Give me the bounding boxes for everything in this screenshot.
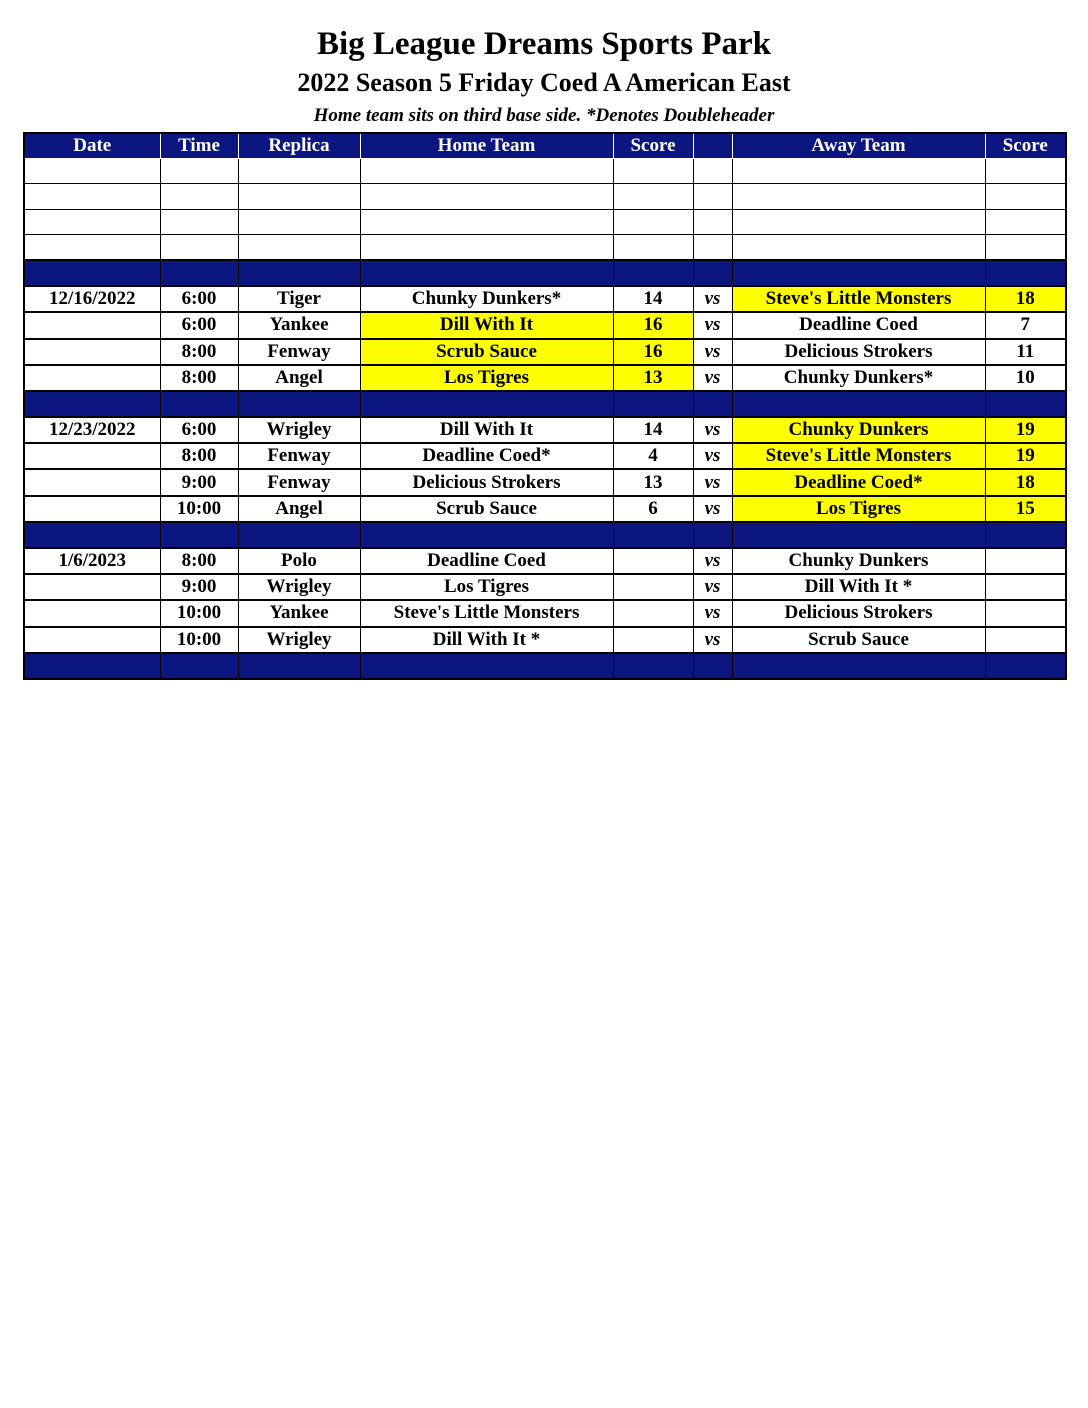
cell-replica: Yankee — [238, 600, 360, 626]
empty-cell — [160, 653, 238, 679]
cell-time: 6:00 — [160, 312, 238, 338]
empty-cell — [160, 184, 238, 209]
empty-cell — [613, 234, 693, 260]
schedule-table — [23, 132, 1067, 680]
cell-home-score: 4 — [613, 443, 693, 469]
cell-time: 8:00 — [160, 365, 238, 391]
cell-home-score: 14 — [613, 417, 693, 443]
cell-time: 6:00 — [160, 286, 238, 312]
cell-home-team: Deadline Coed — [360, 548, 613, 574]
cell-home-score — [613, 548, 693, 574]
game-row — [24, 339, 1066, 365]
section-separator-row — [24, 260, 1066, 286]
cell-date — [24, 365, 160, 391]
empty-cell — [24, 209, 160, 234]
empty-cell — [985, 184, 1066, 209]
cell-home-score: 16 — [613, 339, 693, 365]
cell-time: 10:00 — [160, 627, 238, 653]
header-home-team: Home Team — [360, 133, 613, 159]
empty-cell — [160, 260, 238, 286]
empty-cell — [24, 653, 160, 679]
cell-time: 8:00 — [160, 548, 238, 574]
cell-time: 9:00 — [160, 469, 238, 495]
cell-replica: Yankee — [238, 312, 360, 338]
blank-row — [24, 209, 1066, 234]
cell-time: 10:00 — [160, 496, 238, 522]
empty-cell — [985, 234, 1066, 260]
cell-vs: vs — [693, 365, 732, 391]
cell-replica: Angel — [238, 496, 360, 522]
cell-vs: vs — [693, 627, 732, 653]
cell-time: 8:00 — [160, 443, 238, 469]
game-row — [24, 548, 1066, 574]
empty-cell — [693, 159, 732, 184]
cell-replica: Fenway — [238, 469, 360, 495]
cell-date — [24, 339, 160, 365]
cell-vs: vs — [693, 600, 732, 626]
empty-cell — [985, 522, 1066, 548]
empty-cell — [613, 391, 693, 417]
cell-away-score: 18 — [985, 469, 1066, 495]
schedule-note: Home team sits on third base side. *Denotes Doubleheader — [313, 105, 775, 126]
empty-cell — [360, 391, 613, 417]
header-away-team: Away Team — [732, 133, 985, 159]
empty-cell — [24, 184, 160, 209]
empty-cell — [693, 209, 732, 234]
empty-cell — [693, 653, 732, 679]
empty-cell — [693, 391, 732, 417]
blank-row — [24, 234, 1066, 260]
cell-replica: Fenway — [238, 443, 360, 469]
section-separator-row — [24, 522, 1066, 548]
cell-replica: Wrigley — [238, 417, 360, 443]
cell-home-team: Scrub Sauce — [360, 339, 613, 365]
header-replica: Replica — [238, 133, 360, 159]
cell-home-score: 13 — [613, 365, 693, 391]
empty-cell — [693, 260, 732, 286]
cell-away-score: 19 — [985, 443, 1066, 469]
cell-home-team: Scrub Sauce — [360, 496, 613, 522]
cell-vs: vs — [693, 286, 732, 312]
empty-cell — [24, 522, 160, 548]
empty-cell — [693, 522, 732, 548]
empty-cell — [693, 184, 732, 209]
cell-away-team: Deadline Coed* — [732, 469, 985, 495]
cell-date — [24, 469, 160, 495]
cell-away-score — [985, 574, 1066, 600]
empty-cell — [985, 260, 1066, 286]
cell-away-team: Chunky Dunkers — [732, 417, 985, 443]
cell-replica: Wrigley — [238, 627, 360, 653]
section-separator-row — [24, 653, 1066, 679]
cell-away-team: Steve's Little Monsters — [732, 286, 985, 312]
cell-away-team: Chunky Dunkers* — [732, 365, 985, 391]
cell-away-team: Delicious Strokers — [732, 339, 985, 365]
empty-cell — [238, 522, 360, 548]
cell-time: 9:00 — [160, 574, 238, 600]
header-row — [24, 133, 1066, 159]
cell-away-score — [985, 548, 1066, 574]
cell-away-score: 19 — [985, 417, 1066, 443]
cell-home-score — [613, 574, 693, 600]
cell-vs: vs — [693, 417, 732, 443]
empty-cell — [732, 184, 985, 209]
cell-date — [24, 574, 160, 600]
page-title: Big League Dreams Sports Park — [316, 26, 772, 62]
empty-cell — [985, 159, 1066, 184]
empty-cell — [613, 653, 693, 679]
empty-cell — [613, 522, 693, 548]
header-vs — [693, 133, 732, 159]
empty-cell — [160, 159, 238, 184]
header-away-score: Score — [985, 133, 1066, 159]
cell-vs: vs — [693, 443, 732, 469]
game-row — [24, 469, 1066, 495]
cell-away-team: Scrub Sauce — [732, 627, 985, 653]
header-date: Date — [24, 133, 160, 159]
empty-cell — [238, 184, 360, 209]
empty-cell — [985, 209, 1066, 234]
empty-cell — [360, 159, 613, 184]
empty-cell — [24, 391, 160, 417]
empty-cell — [160, 391, 238, 417]
header-home-score: Score — [613, 133, 693, 159]
cell-date: 12/23/2022 — [24, 417, 160, 443]
cell-away-score: 7 — [985, 312, 1066, 338]
empty-cell — [985, 391, 1066, 417]
cell-home-score — [613, 600, 693, 626]
empty-cell — [160, 234, 238, 260]
cell-replica: Wrigley — [238, 574, 360, 600]
cell-home-team: Delicious Strokers — [360, 469, 613, 495]
cell-home-team: Dill With It * — [360, 627, 613, 653]
cell-home-team: Dill With It — [360, 417, 613, 443]
empty-cell — [24, 260, 160, 286]
cell-away-score: 10 — [985, 365, 1066, 391]
cell-vs: vs — [693, 469, 732, 495]
empty-cell — [160, 522, 238, 548]
cell-home-team: Deadline Coed* — [360, 443, 613, 469]
cell-replica: Fenway — [238, 339, 360, 365]
empty-cell — [732, 653, 985, 679]
empty-cell — [24, 234, 160, 260]
cell-date: 1/6/2023 — [24, 548, 160, 574]
cell-date — [24, 496, 160, 522]
cell-vs: vs — [693, 574, 732, 600]
game-row — [24, 443, 1066, 469]
cell-away-team: Steve's Little Monsters — [732, 443, 985, 469]
cell-date — [24, 600, 160, 626]
empty-cell — [238, 260, 360, 286]
cell-home-score: 14 — [613, 286, 693, 312]
cell-away-score: 18 — [985, 286, 1066, 312]
game-row — [24, 600, 1066, 626]
cell-away-score — [985, 600, 1066, 626]
cell-home-score: 16 — [613, 312, 693, 338]
game-row — [24, 312, 1066, 338]
empty-cell — [693, 234, 732, 260]
game-row — [24, 286, 1066, 312]
cell-away-score — [985, 627, 1066, 653]
cell-home-team: Chunky Dunkers* — [360, 286, 613, 312]
game-row — [24, 365, 1066, 391]
cell-home-team: Los Tigres — [360, 574, 613, 600]
cell-time: 8:00 — [160, 339, 238, 365]
empty-cell — [732, 159, 985, 184]
empty-cell — [238, 209, 360, 234]
empty-cell — [985, 653, 1066, 679]
page-subtitle: 2022 Season 5 Friday Coed A American East — [297, 68, 791, 97]
empty-cell — [238, 159, 360, 184]
cell-away-team: Chunky Dunkers — [732, 548, 985, 574]
cell-vs: vs — [693, 548, 732, 574]
cell-away-team: Los Tigres — [732, 496, 985, 522]
empty-cell — [360, 234, 613, 260]
empty-cell — [238, 234, 360, 260]
empty-cell — [613, 209, 693, 234]
cell-vs: vs — [693, 339, 732, 365]
cell-date: 12/16/2022 — [24, 286, 160, 312]
empty-cell — [732, 391, 985, 417]
empty-cell — [360, 522, 613, 548]
cell-away-score: 11 — [985, 339, 1066, 365]
cell-date — [24, 312, 160, 338]
cell-away-team: Deadline Coed — [732, 312, 985, 338]
cell-date — [24, 443, 160, 469]
cell-time: 10:00 — [160, 600, 238, 626]
section-separator-row — [24, 391, 1066, 417]
empty-cell — [238, 653, 360, 679]
blank-row — [24, 184, 1066, 209]
empty-cell — [360, 209, 613, 234]
cell-vs: vs — [693, 312, 732, 338]
game-row — [24, 496, 1066, 522]
cell-vs: vs — [693, 496, 732, 522]
empty-cell — [732, 234, 985, 260]
cell-time: 6:00 — [160, 417, 238, 443]
empty-cell — [24, 159, 160, 184]
empty-cell — [732, 522, 985, 548]
cell-away-team: Dill With It * — [732, 574, 985, 600]
empty-cell — [360, 260, 613, 286]
cell-replica: Tiger — [238, 286, 360, 312]
cell-home-score: 6 — [613, 496, 693, 522]
game-row — [24, 417, 1066, 443]
schedule-body — [24, 159, 1066, 679]
cell-replica: Angel — [238, 365, 360, 391]
cell-home-team: Los Tigres — [360, 365, 613, 391]
empty-cell — [613, 159, 693, 184]
header-time: Time — [160, 133, 238, 159]
cell-home-score — [613, 627, 693, 653]
cell-date — [24, 627, 160, 653]
cell-home-team: Steve's Little Monsters — [360, 600, 613, 626]
cell-home-score: 13 — [613, 469, 693, 495]
empty-cell — [732, 209, 985, 234]
cell-replica: Polo — [238, 548, 360, 574]
cell-away-team: Delicious Strokers — [732, 600, 985, 626]
empty-cell — [360, 184, 613, 209]
blank-row — [24, 159, 1066, 184]
empty-cell — [613, 184, 693, 209]
cell-away-score: 15 — [985, 496, 1066, 522]
empty-cell — [160, 209, 238, 234]
cell-home-team: Dill With It — [360, 312, 613, 338]
empty-cell — [732, 260, 985, 286]
empty-cell — [238, 391, 360, 417]
game-row — [24, 627, 1066, 653]
game-row — [24, 574, 1066, 600]
empty-cell — [360, 653, 613, 679]
empty-cell — [613, 260, 693, 286]
